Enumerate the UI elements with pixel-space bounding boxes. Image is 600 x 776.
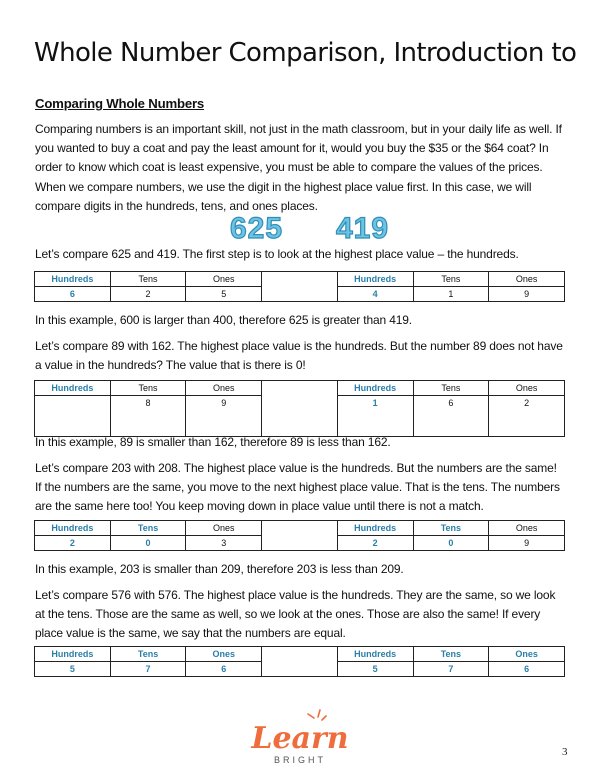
learn-bright-logo — [238, 708, 362, 768]
digit-cell: 2 — [35, 536, 111, 551]
paragraph-result-1: In this example, 600 is larger than 400, therefore 625 is greater than 419. — [35, 313, 412, 327]
header-tens: Tens — [110, 521, 186, 536]
place-value-table-3 — [34, 520, 565, 551]
table-gap — [262, 381, 338, 437]
digit-cell: 7 — [413, 662, 489, 677]
header-ones: Ones — [489, 521, 565, 536]
digit-cell: 1 — [413, 287, 489, 302]
place-value-table-4 — [34, 646, 565, 677]
digit-cell: 5 — [35, 662, 111, 677]
header-ones: Ones — [186, 381, 262, 396]
digit-cell — [35, 396, 111, 437]
paragraph-intro: Comparing numbers is an important skill, not just in the math classroom, but in your daily life as well. If you wanted to buy a coat and pay the least amount for it, would you buy the $35 or the $64 coat? In order to know which coat is least expensive, you must be able to compare the values of the prices. — [35, 122, 562, 174]
table-header-row — [35, 272, 565, 287]
table-gap — [262, 272, 338, 302]
table-gap — [262, 521, 338, 551]
digit-cell: 6 — [489, 662, 565, 677]
sparkle-icon — [308, 710, 326, 720]
header-ones: Ones — [186, 272, 262, 287]
paragraph-compare-576-576: Let’s compare 576 with 576. The highest place value is the hundreds. They are the same, so we look at the tens. Those are the same as well, so we look at the ones. Those are also the same! If every place value is the same, we say that the numbers are equal. — [35, 588, 556, 640]
header-hundreds: Hundreds — [337, 521, 413, 536]
paragraph-compare-625-419: Let’s compare 625 and 419. The first step is to look at the highest place value – the hundreds. — [35, 247, 519, 261]
header-hundreds: Hundreds — [337, 647, 413, 662]
digit-cell: 0 — [110, 536, 186, 551]
digit-cell: 0 — [413, 536, 489, 551]
digit-cell: 2 — [110, 287, 186, 302]
header-hundreds: Hundreds — [35, 272, 111, 287]
section-heading: Comparing Whole Numbers — [35, 96, 205, 111]
table-header-row — [35, 647, 565, 662]
digit-cell: 7 — [110, 662, 186, 677]
digit-cell: 8 — [110, 396, 186, 437]
table-header-row — [35, 381, 565, 396]
learn-bright-logo-graphic — [238, 708, 362, 768]
header-ones: Ones — [489, 381, 565, 396]
header-ones: Ones — [489, 647, 565, 662]
digit-cell: 5 — [186, 287, 262, 302]
header-tens: Tens — [110, 647, 186, 662]
digit-cell: 5 — [337, 662, 413, 677]
digit-cell: 3 — [186, 536, 262, 551]
digit-cell: 9 — [186, 396, 262, 437]
paragraph-compare-203-208: Let’s compare 203 with 208. The highest place value is the hundreds. But the numbers are the same! If the numbers are the same, you move to the next highest place value. That is the tens. The numbers are the same here too! You keep moving down in place value until there is not a match. — [35, 461, 560, 513]
paragraph-compare-89-162: Let’s compare 89 with 162. The highest place value is the hundreds. But the number 89 does not have a value in the hundreds? The value that is there is 0! — [35, 339, 563, 372]
table-header-row — [35, 521, 565, 536]
big-number-left: 625 — [230, 212, 284, 245]
header-ones: Ones — [186, 521, 262, 536]
header-ones: Ones — [186, 647, 262, 662]
digit-cell: 9 — [489, 287, 565, 302]
header-hundreds: Hundreds — [337, 381, 413, 396]
digit-cell: 4 — [337, 287, 413, 302]
digit-cell: 2 — [337, 536, 413, 551]
header-tens: Tens — [110, 272, 186, 287]
paragraph-result-3: In this example, 203 is smaller than 209, therefore 203 is less than 209. — [35, 562, 404, 576]
header-tens: Tens — [413, 272, 489, 287]
table-gap — [262, 647, 338, 677]
header-tens: Tens — [413, 381, 489, 396]
digit-cell: 6 — [35, 287, 111, 302]
header-tens: Tens — [413, 647, 489, 662]
logo-sub: BRIGHT — [273, 755, 327, 765]
digit-cell: 9 — [489, 536, 565, 551]
place-value-table-2 — [34, 380, 565, 437]
header-hundreds: Hundreds — [337, 272, 413, 287]
logo-word: Learn — [251, 721, 349, 756]
digit-cell: 2 — [489, 396, 565, 437]
header-ones: Ones — [489, 272, 565, 287]
digit-cell: 6 — [413, 396, 489, 437]
page-number: 3 — [562, 746, 568, 758]
header-hundreds: Hundreds — [35, 647, 111, 662]
place-value-table-1 — [34, 271, 565, 302]
header-tens: Tens — [413, 521, 489, 536]
digit-cell: 1 — [337, 396, 413, 437]
paragraph-result-2: In this example, 89 is smaller than 162, therefore 89 is less than 162. — [35, 435, 391, 449]
header-hundreds: Hundreds — [35, 521, 111, 536]
digit-cell: 6 — [186, 662, 262, 677]
paragraph-place-value: When we compare numbers, we use the digit in the highest place value first. In this case, we will compare digits in the hundreds, tens, and ones places. — [35, 180, 532, 213]
header-hundreds: Hundreds — [35, 381, 111, 396]
header-tens: Tens — [110, 381, 186, 396]
big-number-right: 419 — [336, 212, 390, 245]
page-title: Whole Number Comparison, Introduction to — [34, 38, 577, 68]
